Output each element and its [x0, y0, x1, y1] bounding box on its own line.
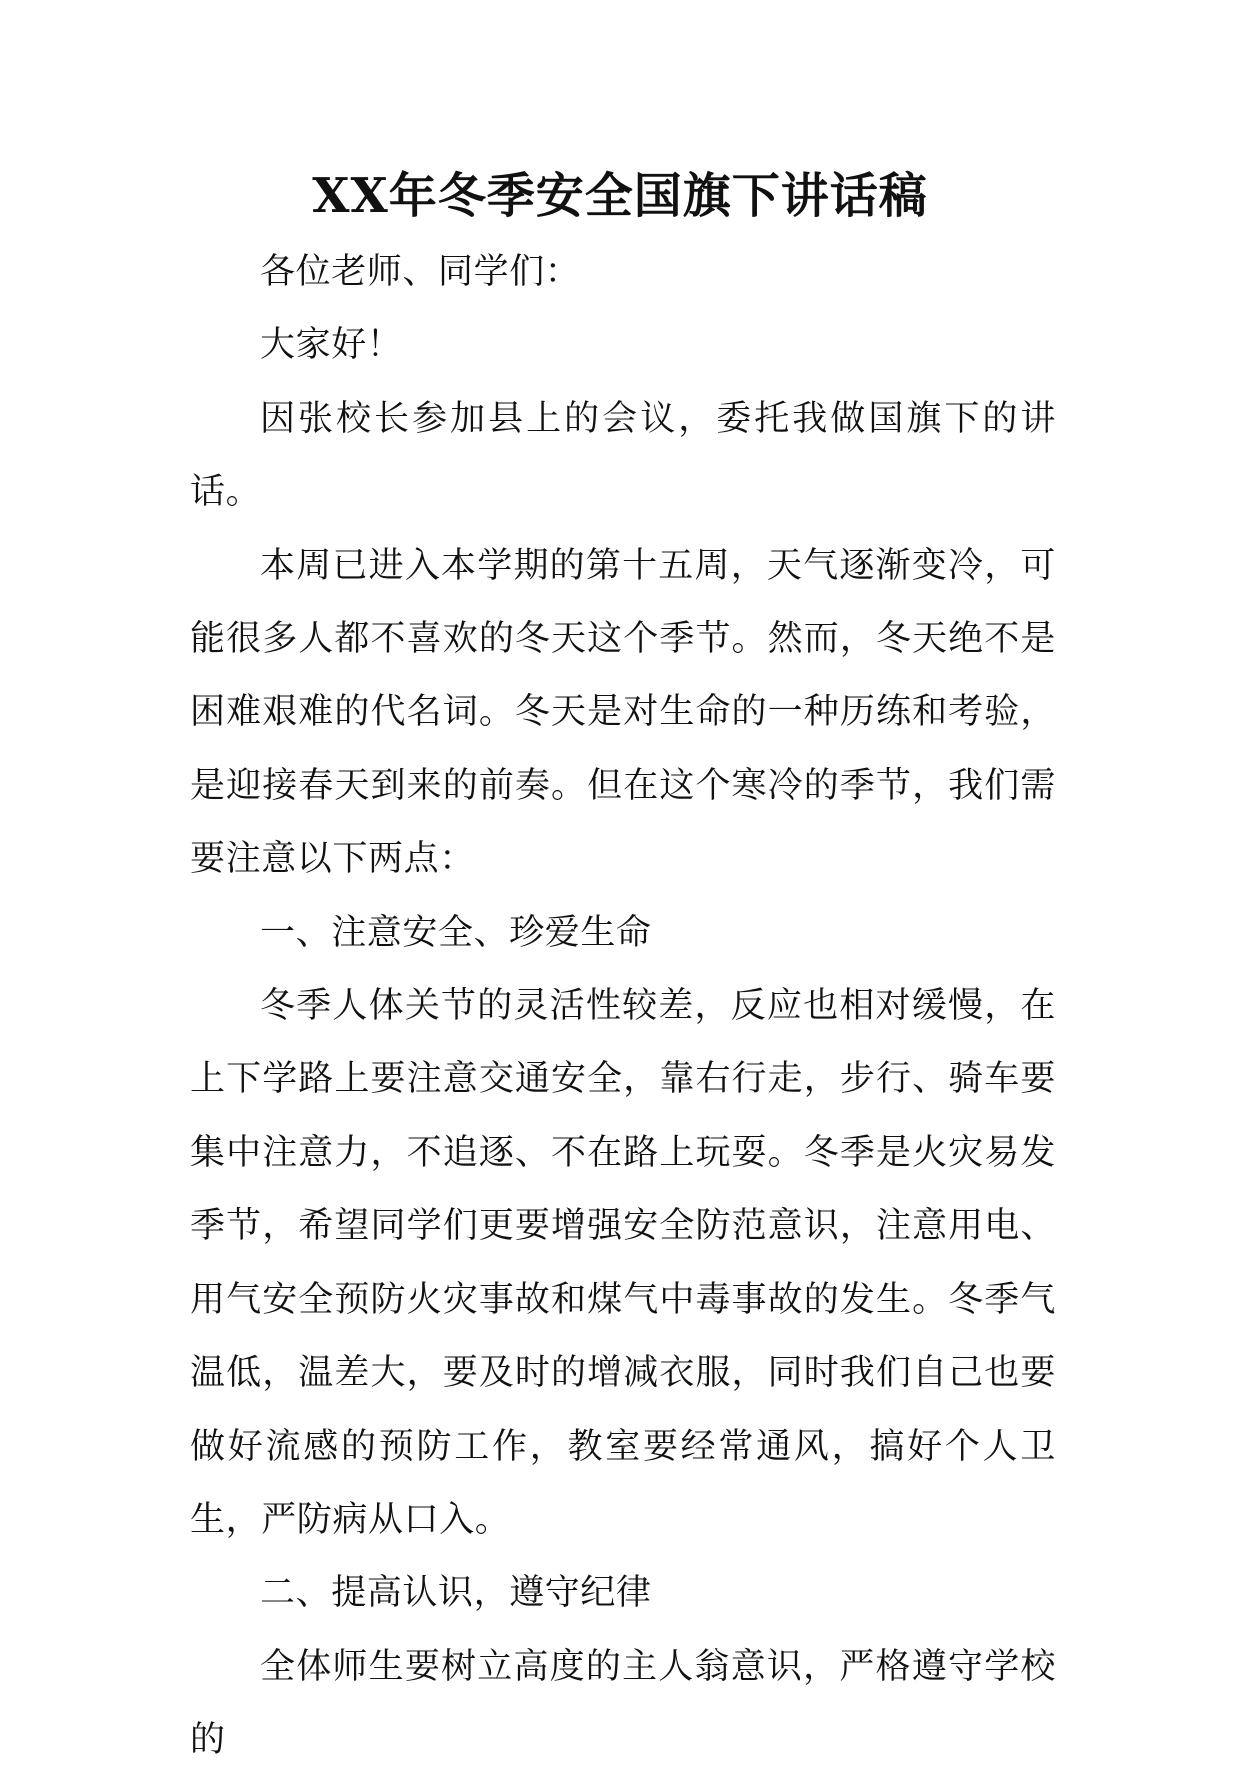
paragraph-greeting: 各位老师、同学们： [260, 252, 581, 292]
section-heading-2: 二、提高认识，遵守纪律 [260, 1573, 652, 1614]
document-title: XX年冬季安全国旗下讲话稿 [312, 168, 928, 224]
document-body [190, 236, 1056, 1778]
paragraph-hello: 大家好！ [260, 325, 403, 366]
section-heading-1: 一、注意安全、珍爱生命 [260, 912, 652, 953]
paragraph-winter-intro: 本周已进入本学期的第十五周，天气逐渐变冷，可能很多人都不喜欢的冬天这个季节。然而，冬天绝不是困难艰难的代名词。冬天是对生命的一种历练和考验，是迎接春天到来的前奏。但在这个寒冷的季节，我们需要注意以下两点： [190, 545, 1056, 880]
paragraph-intro: 因张校长参加县上的会议，委托我做国旗下的讲话。 [190, 398, 1056, 513]
paragraph-discipline: 全体师生要树立高度的主人翁意识，严格遵守学校的 [190, 1646, 1056, 1761]
paragraph-safety: 冬季人体关节的灵活性较差，反应也相对缓慢，在上下学路上要注意交通安全，靠右行走，步行、骑车要集中注意力，不追逐、不在路上玩耍。冬季是火灾易发季节，希望同学们更要增强安全防范意识，注意用电、用气安全预防火灾事故和煤气中毒事故的发生。冬季气温低，温差大，要及时的增减衣服，同时我们自己也要做好流感的预防工作，教室要经常通风，搞好个人卫生，严防病从口入。 [190, 986, 1056, 1540]
